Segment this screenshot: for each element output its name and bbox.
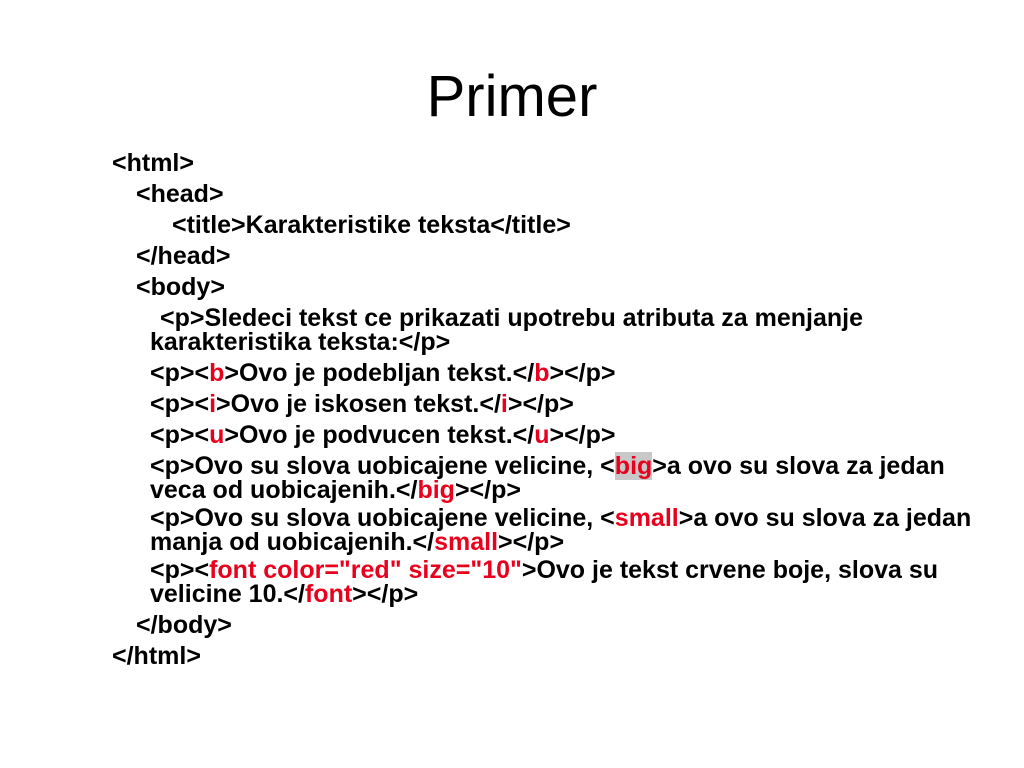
code-line-p-font xyxy=(112,558,992,606)
code-text: ></p> xyxy=(454,476,521,504)
slide-title: Primer xyxy=(426,64,598,129)
code-line-p-bold xyxy=(112,358,992,389)
code-line-html-open: <html> xyxy=(112,149,194,177)
code-tag-highlight: small xyxy=(434,528,499,556)
code-text: <p>< xyxy=(150,390,210,418)
code-text: ></p> xyxy=(549,421,616,449)
code-text: ></p> xyxy=(549,359,616,387)
code-text: >Ovo je podvucen tekst.</ xyxy=(224,421,535,449)
code-line-body-open: <body> xyxy=(136,273,225,301)
code-text: <p>< xyxy=(150,421,210,449)
code-tag-highlight: i xyxy=(500,390,508,418)
code-tag-highlight: big xyxy=(417,476,455,504)
code-line-p-underline xyxy=(112,420,992,451)
code-tag-highlight: u xyxy=(209,421,225,449)
code-line-html-close: </html> xyxy=(112,642,201,670)
code-line-head-close: </head> xyxy=(136,242,231,270)
code-tag-highlight: small xyxy=(614,504,679,532)
code-text: <p>Ovo su slova uobicajene velicine, < xyxy=(150,452,615,480)
code-text: <p>Ovo su slova uobicajene velicine, < xyxy=(150,504,615,532)
code-text: >Ovo je podebljan tekst.</ xyxy=(224,359,535,387)
code-tag-highlight: big xyxy=(614,452,653,480)
code-tag-highlight: font xyxy=(304,580,353,608)
code-line-p-italic xyxy=(112,389,992,420)
code-text: >a ovo su slova za jedan manja od uobicajenih.</ xyxy=(150,504,972,556)
code-line-title: <title>Karakteristike teksta</title> xyxy=(172,211,571,239)
code-line-body-close: </body> xyxy=(136,611,232,639)
code-listing xyxy=(112,148,992,672)
code-text: ></p> xyxy=(507,390,574,418)
code-tag-highlight: u xyxy=(534,421,550,449)
code-text: >Ovo je iskosen tekst.</ xyxy=(216,390,501,418)
code-text: >Ovo je tekst crvene boje, slova su velicine 10.</ xyxy=(150,556,939,608)
code-line-p-intro: <p>Sledeci tekst ce prikazati upotrebu atributa za menjanje karakteristika teksta:</p> xyxy=(150,304,864,356)
code-tag-highlight: font color="red" size="10" xyxy=(209,556,522,584)
code-tag-highlight: b xyxy=(534,359,550,387)
code-text: ></p> xyxy=(352,580,419,608)
code-text: >a ovo su slova za jedan veca od uobicajenih.</ xyxy=(150,452,945,504)
code-line-p-big xyxy=(112,454,992,502)
code-line-p-small xyxy=(112,506,992,554)
code-text: <p>< xyxy=(150,556,210,584)
code-tag-highlight: i xyxy=(209,390,217,418)
code-text: ></p> xyxy=(498,528,565,556)
code-tag-highlight: b xyxy=(209,359,225,387)
code-text: <p>< xyxy=(150,359,210,387)
code-line-head-open: <head> xyxy=(136,180,224,208)
